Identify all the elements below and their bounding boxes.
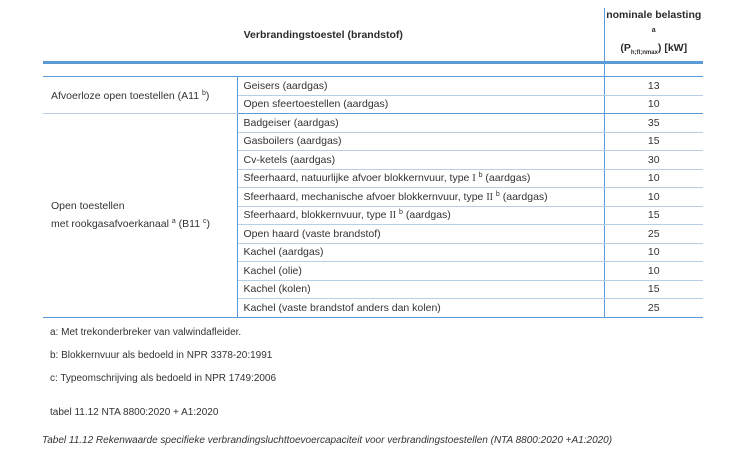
value-cell: 25 (604, 299, 703, 318)
header-load-open: (P (620, 42, 631, 54)
device-sup: b (399, 209, 403, 217)
device-fuel: (aardgas) (405, 209, 451, 222)
footnotes (50, 327, 276, 396)
combustion-appliance-table (43, 8, 703, 318)
device-sup: b (495, 190, 500, 198)
value-cell: 30 (604, 151, 703, 170)
group-b11-sup-c: c (202, 217, 207, 225)
combustion-table-container (43, 8, 703, 318)
device-cell (237, 169, 604, 188)
device-cell (237, 206, 604, 225)
device-cell: Kachel (kolen) (237, 280, 604, 299)
value-cell: 10 (604, 188, 703, 207)
device-cell: Open haard (vaste brandstof) (237, 225, 604, 244)
header-appliance: Verbrandingstoestel (brandstof) (43, 8, 604, 63)
device-text: Sfeerhaard, natuurlijke afvoer blokkernvuur, type (243, 172, 470, 185)
footnote-b: b: Blokkernvuur als bedoeld in NPR 3378-20:1991 (50, 350, 273, 361)
device-type-roman: II (486, 191, 493, 203)
device-sup: b (478, 172, 483, 180)
group-b11-mid: (B11 (178, 217, 201, 230)
group-label-b11 (43, 114, 237, 318)
table-row (43, 114, 703, 133)
table-header-row (43, 8, 703, 63)
device-type-roman: I (472, 173, 476, 185)
header-load-sub: h;fl;nmax (630, 50, 658, 57)
value-cell: 35 (604, 114, 703, 133)
group-b11-line1: Open toestellen (51, 199, 125, 212)
figure-caption: Tabel 11.12 Rekenwaarde specifieke verbrandingsluchttoevoercapaciteit voor verbrandingstoestellen (NTA 8800:2020 +A1:2020) (42, 435, 613, 446)
value-cell: 13 (604, 77, 703, 96)
group-b11-close: ) (206, 217, 210, 230)
group-a11-close: ) (205, 90, 210, 103)
device-text: Sfeerhaard, blokkernvuur, type (243, 209, 387, 222)
device-cell: Open sfeertoestellen (aardgas) (237, 95, 604, 114)
device-cell: Kachel (vaste brandstof anders dan kolen) (237, 299, 604, 318)
spacer-row (43, 63, 703, 77)
value-cell: 15 (604, 280, 703, 299)
header-load-sup: a (651, 27, 656, 34)
table-row (43, 77, 703, 96)
device-text: Sfeerhaard, mechanische afvoer blokkernvuur, type (243, 190, 484, 203)
footnote-c: c: Typeomschrijving als bedoeld in NPR 1749:2006 (50, 373, 277, 384)
table-source: tabel 11.12 NTA 8800:2020 + A1:2020 (50, 407, 219, 418)
device-fuel: (aardgas) (485, 172, 531, 185)
group-label-a11 (43, 77, 237, 114)
device-cell: Geisers (aardgas) (237, 77, 604, 96)
header-load-close: ) [kW] (657, 42, 688, 54)
group-b11-line2: met rookgasafvoerkanaal (51, 217, 169, 230)
value-cell: 15 (604, 132, 703, 151)
value-cell: 25 (604, 225, 703, 244)
device-cell: Kachel (olie) (237, 262, 604, 281)
value-cell: 10 (604, 169, 703, 188)
header-nominal-load (604, 8, 703, 63)
device-type-roman: II (389, 210, 397, 222)
group-a11-sup: b (202, 90, 206, 98)
device-cell: Badgeiser (aardgas) (237, 114, 604, 133)
device-fuel: (aardgas) (502, 190, 548, 203)
value-cell: 10 (604, 95, 703, 114)
group-b11-sup-a: a (171, 217, 176, 225)
group-a11-text: Afvoerloze open toestellen (A11 (51, 90, 200, 103)
header-load-label: nominale belasting (606, 9, 702, 21)
value-cell: 10 (604, 262, 703, 281)
device-cell (237, 188, 604, 207)
device-cell: Gasboilers (aardgas) (237, 132, 604, 151)
device-cell: Kachel (aardgas) (237, 243, 604, 262)
footnote-a: a: Met trekonderbreker van valwindafleider. (50, 327, 242, 338)
value-cell: 15 (604, 206, 703, 225)
value-cell: 10 (604, 243, 703, 262)
device-cell: Cv-ketels (aardgas) (237, 151, 604, 170)
